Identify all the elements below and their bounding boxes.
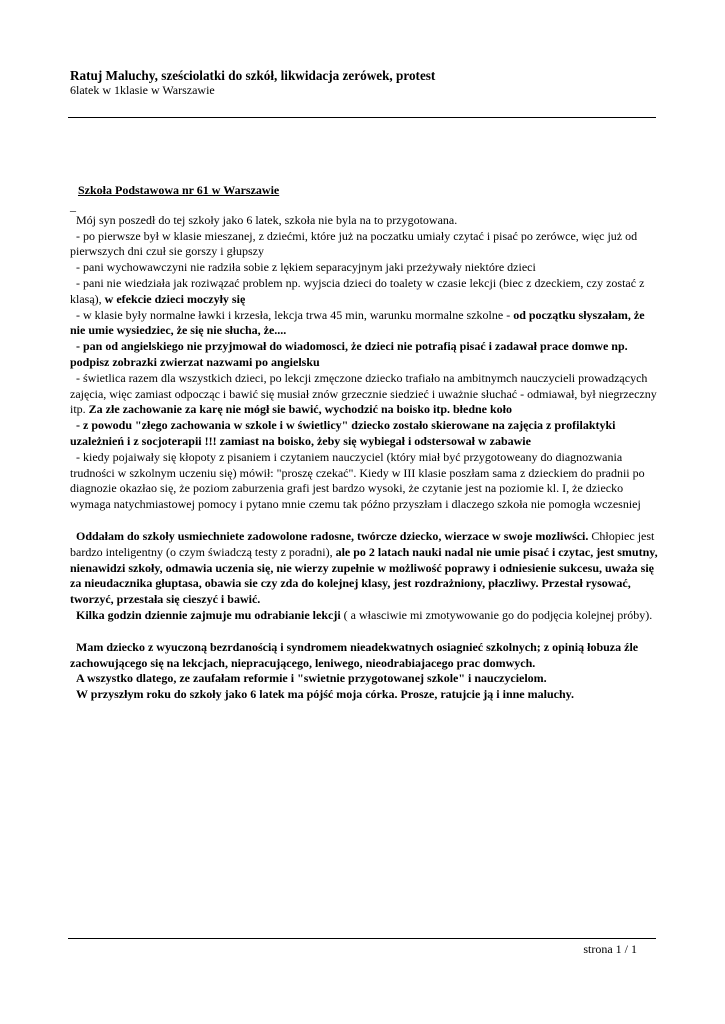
bold-text-run: W przyszłym roku do szkoły jako 6 latek ma pójść moja córka. Prosze, ratujcie ją i inne maluchy. <box>70 687 574 702</box>
paragraph-experience <box>70 213 662 513</box>
paragraph-gap <box>70 624 662 640</box>
paragraph-outcome <box>70 529 662 624</box>
text-run: - po pierwsze był w klasie mieszanej, z dziećmi, które już na poczatku umiały czytać i pisać po zerówce, więc już od pierwszych dni czuł sie gorszy i głupszy <box>70 228 638 259</box>
text-run: Chłopiec jest bardzo inteligentny (o czym świadczą testy z poradni), <box>70 528 655 559</box>
document-header <box>70 68 660 98</box>
bold-text-run: A wszystko dlatego, ze zaufałam reformie i "swietnie przygotowanej szkole" i nauczycielom. <box>70 671 547 686</box>
paragraph-gap <box>70 513 662 529</box>
bold-text-run: od początku słyszałam, że nie umie wysiedziec, że się nie słucha, że.... <box>70 307 645 338</box>
document-title: Ratuj Maluchy, sześciolatki do szkół, likwidacja zerówek, protest <box>70 68 436 83</box>
school-heading: Szkoła Podstawowa nr 61 w Warszawie <box>78 183 280 197</box>
text-run: - pani nie wiedziała jak roziwązać problem np. wyjscia dzieci do toalety w czasie lekcji (biec z dzeckiem, czy zostać z klasą), <box>70 275 645 306</box>
text-run: - świetlica razem dla wszystkich dzieci, po lekcji zmęczone dziecko trafiało na ambitnymch nauczycieli prowadzących zajęcia, więc zamiast odpocząc i bawić się musiał znów grzecznie siedzieć i uważnie słuchać - odmiawał, był niegrzeczny itp. <box>70 370 657 417</box>
bold-text-run: Mam dziecko z wyuczoną bezrdanością i syndromem nieadekwatnych osiagnieć szkolnych; z opinią łobuza źle zachowującego się na lekcjach, niepracującego, leniwego, nieodrabiajacego prac domwych. <box>70 639 639 670</box>
bold-text-run: Za złe zachowanie za karę nie mógł sie bawić, wychodzić na boisko itp. błedne koło <box>88 402 513 417</box>
dash-marker: _ <box>70 198 76 213</box>
bottom-divider <box>68 938 656 939</box>
text-run: - pani wychowawczyni nie radziła sobie z lękiem separacyjnym jaki przeżywały niektóre dzieci <box>70 260 536 275</box>
bold-text-run: Kilka godzin dziennie zajmuje mu odrabianie lekcji <box>70 607 341 622</box>
text-run: Mój syn poszedł do tej szkoły jako 6 latek, szkoła nie byla na to przygotowana. <box>70 212 458 227</box>
bold-text-run: Oddałam do szkoły usmiechniete zadowolone radosne, twórcze dziecko, wierzace w swoje mozliwści. <box>70 528 589 543</box>
page-number: strona 1 / 1 <box>583 942 637 956</box>
bold-text-run: w efekcie dzieci moczyły się <box>104 291 246 306</box>
text-run: - kiedy pojaiwały się kłopoty z pisaniem i czytaniem nauczyciel (który miał być przygotoweany do diagnozwania trudności w szkolnym uczeniu się) mówił: "proszę czekać". Kiedy w III klasie poszłam sama z dzieckiem do pradnii po diagnozie okazłao się, że poziom zaburzenia grafi jest bardzo wysoki, że czytanie jest na poziomie kl. I, że dziecko wymaga natychmiastowej pomocy i pytano mnie czemu tak późno przyszłam i dlaczego szkoła nie pomogła wczesniej <box>70 449 645 512</box>
bold-text-run: - z powodu "złego zachowania w szkole i w świetlicy" dziecko zostało skierowane na zajęcia z profilaktyki uzależnień i z socjoterapii !!! zamiast na boisko, żeby się wybiegał i odstersował w zabawie <box>70 418 616 448</box>
document-subtitle: 6latek w 1klasie w Warszawie <box>70 83 215 97</box>
bold-text-run: ale po 2 latach nauki nadal nie umie pisać i czytac, jest smutny, nienawidzi szkoły, odmawia uczenia się, nie wierzy zupełnie w możliwość poprawy i odniesienie sukcesu, uważa się za nieudacznika głuptasa, obawia sie czy zda do kolejnej klasy, jest rozdrażniony, płaczliwy. Przestał rysować, tworzyć, przestała się cieszyć i bawić. <box>70 544 658 607</box>
document-body <box>70 183 662 703</box>
text-run: ( a własciwie mi zmotywowanie go do podjęcia kolejnej próby). <box>340 607 653 622</box>
bold-text-run: - pan od angielskiego nie przyjmował do wiadomosci, że dzieci nie potrafią pisać i zadawał prace domwe np. podpisz zobrazki zwierzat nazwami po angielsku <box>70 339 628 369</box>
top-divider <box>68 117 656 118</box>
text-run: - w klasie były normalne ławki i krzesła, lekcja trwa 45 min, warunku mormalne szkolne - <box>70 307 514 322</box>
paragraph-plea <box>70 640 662 703</box>
